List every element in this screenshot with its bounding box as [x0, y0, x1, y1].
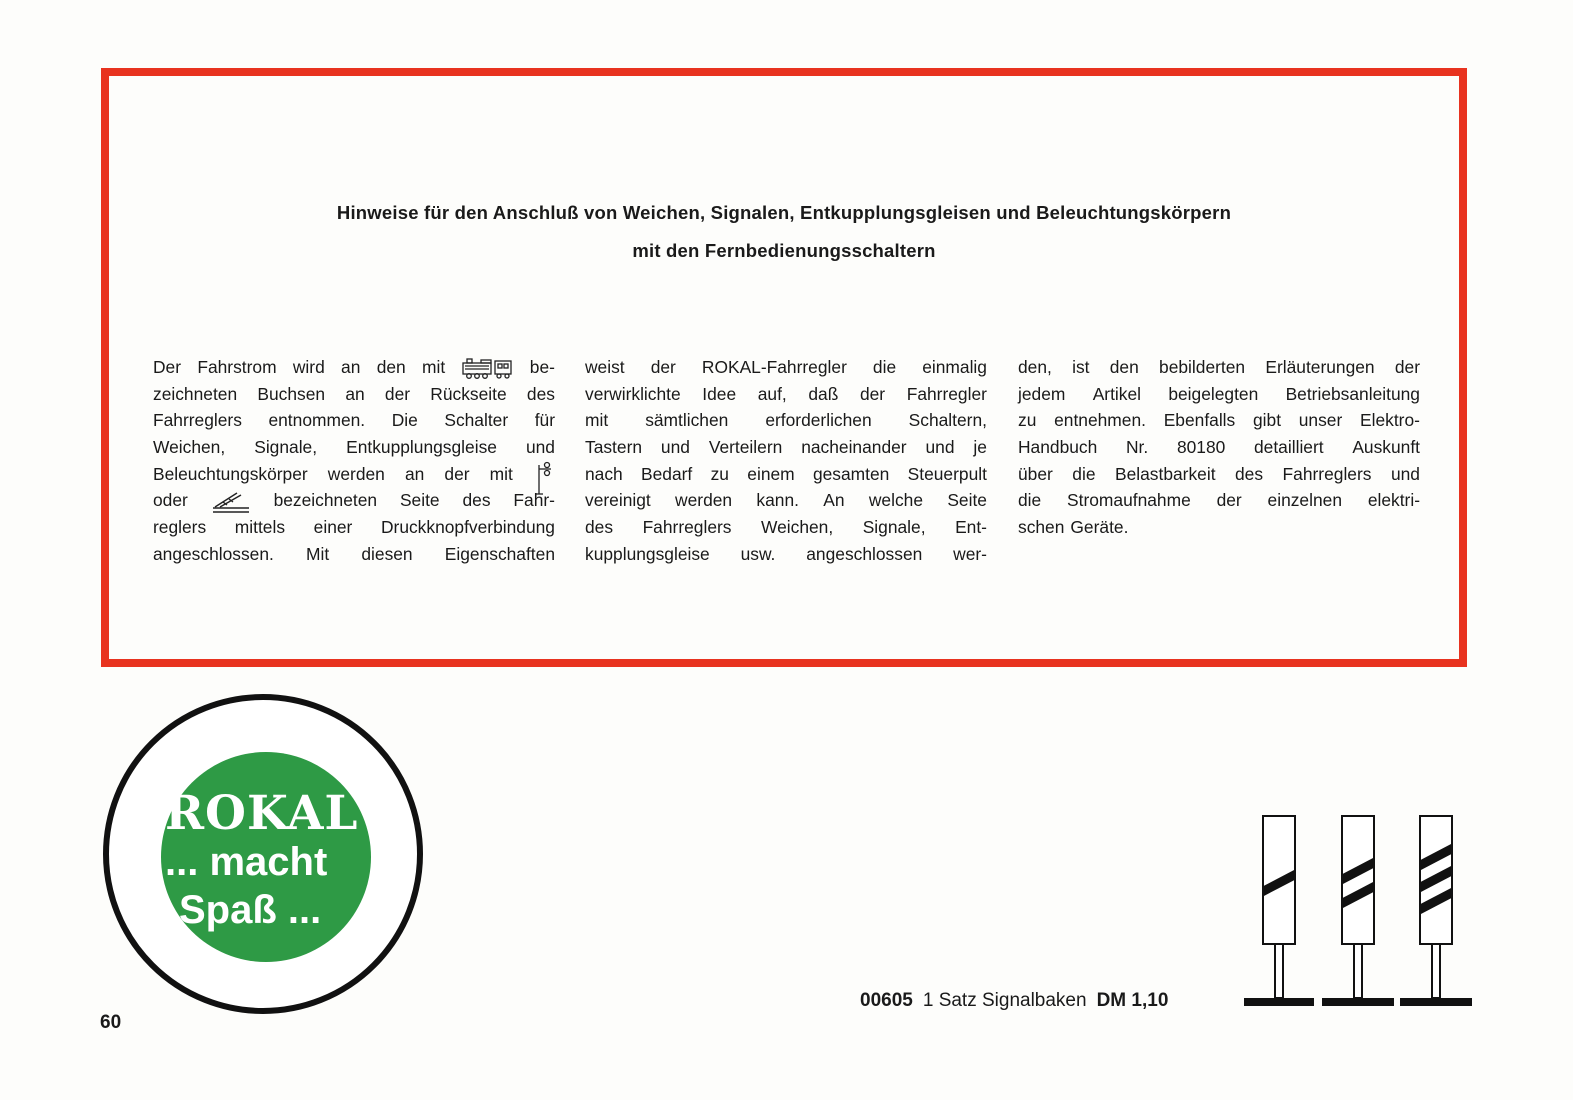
- word: über: [1018, 463, 1053, 484]
- word: reglers: [153, 517, 207, 538]
- word: jedem: [1018, 383, 1066, 404]
- word: Der: [153, 357, 182, 377]
- word: und: [1390, 463, 1420, 484]
- word: Schaltern,: [908, 410, 987, 431]
- badge-slogan-line-1: ... macht: [165, 840, 328, 884]
- text-line: [1018, 381, 1420, 408]
- word: Schalter: [444, 410, 509, 431]
- section-heading: [109, 194, 1459, 270]
- word: Fahrstrom: [197, 357, 277, 377]
- word: Signale,: [862, 517, 926, 538]
- turnout-icon: [211, 487, 251, 514]
- loco-icon: [461, 354, 513, 381]
- word: der: [444, 463, 470, 484]
- text-line: [585, 487, 987, 514]
- word: ROKAL-Fahrregler: [701, 357, 847, 377]
- word: Weichen,: [153, 437, 226, 458]
- red-frame: [101, 68, 1467, 667]
- text-line: [1018, 461, 1420, 488]
- word: diesen: [361, 543, 413, 564]
- word: zu: [710, 463, 729, 484]
- word: angeschlossen: [806, 543, 923, 564]
- word: einem: [747, 463, 795, 484]
- word: oder: [153, 490, 188, 511]
- word: mit: [422, 357, 446, 377]
- word: kann.: [756, 490, 799, 511]
- word: an: [345, 383, 365, 404]
- word: Geräte.: [1070, 517, 1129, 538]
- text-line: [1018, 407, 1420, 434]
- word: und: [525, 437, 555, 458]
- word: Seite: [399, 490, 440, 511]
- word: der: [1394, 357, 1420, 377]
- text-line: [585, 354, 987, 381]
- word: unser: [1298, 410, 1343, 431]
- word: des: [526, 383, 555, 404]
- badge-brand: ROKAL: [165, 786, 359, 841]
- word: Buchsen: [257, 383, 326, 404]
- word: der: [650, 357, 676, 377]
- word: Erläuterungen: [1265, 357, 1375, 377]
- text-column-2: [585, 354, 987, 568]
- word: Ebenfalls: [1163, 410, 1236, 431]
- word: An: [823, 490, 845, 511]
- word: Handbuch: [1018, 437, 1098, 458]
- rokal-badge: [103, 694, 423, 1014]
- word: Bedarf: [641, 463, 693, 484]
- word: Ent-: [955, 517, 987, 538]
- text-line: [585, 461, 987, 488]
- beacon-1: [1244, 816, 1314, 1006]
- text-line: [585, 434, 987, 461]
- word: einer: [313, 517, 353, 538]
- word: Betriebsanleitung: [1285, 383, 1420, 404]
- word: bebilderten: [1159, 357, 1246, 377]
- word: entnehmen.: [1054, 410, 1146, 431]
- word: Fahrreglers: [153, 410, 242, 431]
- word: welche: [868, 490, 923, 511]
- word: mittels: [234, 517, 286, 538]
- text-line: [1018, 487, 1420, 514]
- signal-icon: [533, 461, 555, 488]
- word: und: [660, 437, 690, 458]
- word: weist: [585, 357, 625, 377]
- text-line: [153, 461, 555, 488]
- word: Fahrreglers: [1282, 463, 1372, 484]
- text-line: [153, 514, 555, 541]
- text-line: [153, 407, 555, 434]
- word: gesamten: [812, 463, 890, 484]
- word: usw.: [740, 543, 776, 564]
- word: gibt: [1252, 410, 1282, 431]
- word: Fahrregler: [906, 383, 987, 404]
- word: detailliert: [1254, 437, 1324, 458]
- text-line: [153, 354, 555, 381]
- word: sämtlichen: [645, 410, 729, 431]
- word: Steuerpult: [907, 463, 987, 484]
- word: nacheinander: [801, 437, 907, 458]
- word: Auskunft: [1352, 437, 1420, 458]
- word: Artikel: [1092, 383, 1142, 404]
- word: Rückseite: [430, 383, 507, 404]
- word: Weichen,: [761, 517, 834, 538]
- word: Stromaufnahme: [1067, 490, 1191, 511]
- word: auf,: [757, 383, 787, 404]
- text-column-3: [1018, 354, 1420, 541]
- word: Seite: [947, 490, 987, 511]
- text-line: [153, 434, 555, 461]
- word: an: [404, 463, 425, 484]
- word: mit: [585, 410, 609, 431]
- word: vereinigt: [585, 490, 651, 511]
- text-line: [1018, 354, 1420, 381]
- word: beigelegten: [1168, 383, 1259, 404]
- text-line: [585, 407, 987, 434]
- word: Die: [391, 410, 418, 431]
- word: erforderlichen: [765, 410, 872, 431]
- word: Nr.: [1126, 437, 1149, 458]
- word: bezeichneten: [273, 490, 378, 511]
- heading-line-2: mit den Fernbedienungsschaltern: [632, 240, 936, 261]
- word: nach: [585, 463, 623, 484]
- word: Tastern: [585, 437, 643, 458]
- word: wer-: [953, 543, 987, 564]
- word: Fahr-: [513, 490, 555, 511]
- word: Belastbarkeit: [1115, 463, 1216, 484]
- word: mit: [489, 463, 513, 484]
- word: Druckknopfverbindung: [380, 517, 555, 538]
- word: Eigenschaften: [444, 543, 555, 564]
- word: Elektro-: [1360, 410, 1420, 431]
- signal-beacons-illustration: [1238, 810, 1478, 1015]
- badge-slogan-line-2: Spaß ...: [179, 888, 322, 932]
- text-line: [153, 541, 555, 568]
- word: schen: [1018, 517, 1065, 538]
- text-line: [153, 487, 555, 514]
- word: die: [1072, 463, 1096, 484]
- word: die: [872, 357, 897, 377]
- word: des: [585, 517, 614, 538]
- word: entnommen.: [268, 410, 366, 431]
- word: zeichneten: [153, 383, 238, 404]
- word: zu: [1018, 410, 1037, 431]
- word: Signale,: [254, 437, 318, 458]
- heading-line-1: Hinweise für den Anschluß von Weichen, Signalen, Entkupplungsgleisen und Beleuchtungskörpern: [336, 202, 1232, 223]
- page-number: 60: [100, 1012, 122, 1033]
- word: und: [925, 437, 955, 458]
- beacon-3: [1400, 816, 1472, 1006]
- product-description: 1 Satz Signalbaken: [922, 990, 1087, 1011]
- word: angeschlossen.: [153, 543, 274, 564]
- product-price: DM 1,10: [1096, 990, 1169, 1011]
- word: für: [534, 410, 555, 431]
- word: den,: [1018, 357, 1052, 377]
- word: einzelnen: [1267, 490, 1342, 511]
- text-line: [1018, 434, 1420, 461]
- word: des: [462, 490, 491, 511]
- word: Fahrreglers: [642, 517, 732, 538]
- text-line: [1018, 514, 1420, 541]
- word: je: [973, 437, 987, 458]
- product-number: 00605: [860, 990, 913, 1011]
- word: Mit: [306, 543, 330, 564]
- text-column-1: [153, 354, 555, 568]
- word: Entkupplungsgleise: [346, 437, 497, 458]
- beacon-2: [1322, 816, 1394, 1006]
- word: ist: [1072, 357, 1090, 377]
- word: daß: [808, 383, 839, 404]
- word: be-: [529, 357, 555, 377]
- word: den: [376, 357, 406, 377]
- word: werden: [675, 490, 733, 511]
- word: des: [1235, 463, 1264, 484]
- text-line: [585, 541, 987, 568]
- word: Verteilern: [708, 437, 783, 458]
- word: an: [341, 357, 361, 377]
- word: einmalig: [922, 357, 987, 377]
- text-line: [153, 381, 555, 408]
- text-line: [585, 514, 987, 541]
- word: wird: [292, 357, 325, 377]
- word: kupplungsgleise: [585, 543, 710, 564]
- word: der: [384, 383, 411, 404]
- word: die: [1018, 490, 1042, 511]
- word: Beleuchtungskörper: [153, 463, 308, 484]
- word: den: [1109, 357, 1139, 377]
- text-line: [585, 381, 987, 408]
- word: der: [859, 383, 886, 404]
- word: 80180: [1176, 437, 1226, 458]
- word: Idee: [702, 383, 737, 404]
- word: verwirklichte: [585, 383, 681, 404]
- product-caption: [860, 990, 1168, 1012]
- word: der: [1216, 490, 1242, 511]
- word: elektri-: [1367, 490, 1420, 511]
- word: werden: [327, 463, 385, 484]
